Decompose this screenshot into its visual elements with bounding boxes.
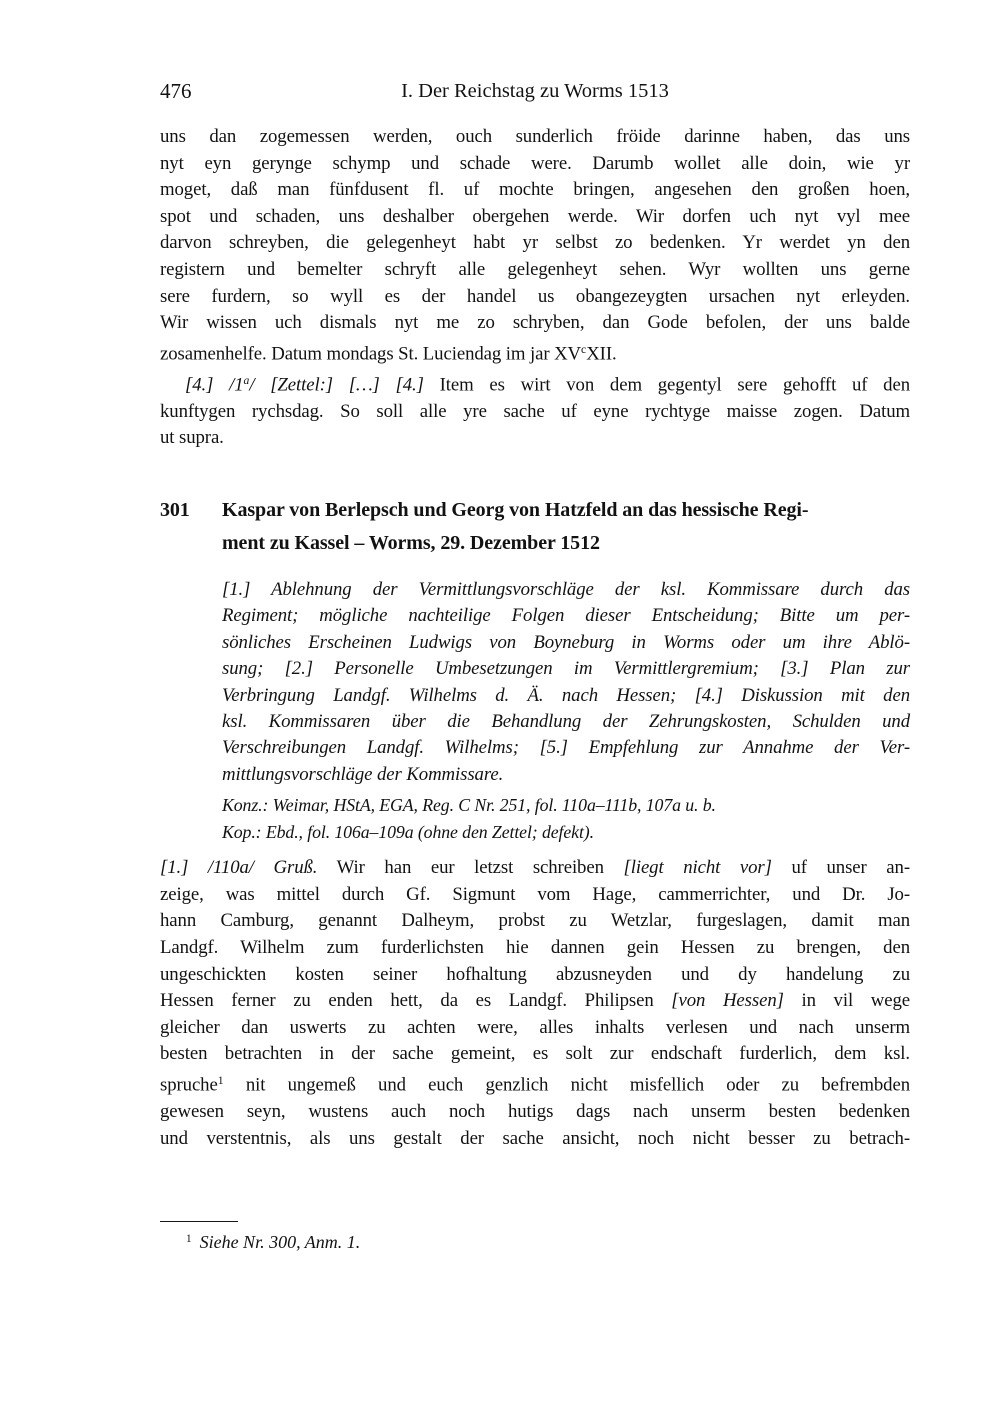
text-line: Regiment; mögliche nachteilige Folgen dieser Entscheidung; Bitte um per- xyxy=(222,605,910,627)
text-line: gleicher dan uswerts zu achten were, alles inhalts verlesen und nach unserm xyxy=(160,1016,910,1038)
text-line: hann Camburg, genannt Dalheym, probst zu Wetzlar, furgeslagen, damit man xyxy=(160,910,910,932)
text-line: uns dan zogemessen werden, ouch sunderlich fröide darinne haben, das uns xyxy=(160,126,910,147)
text-line: ment zu Kassel – Worms, 29. Dezember 1512 xyxy=(222,531,600,554)
footnote-area xyxy=(160,1221,910,1254)
text-line: Verschreibungen Landgf. Wilhelms; [5.] Empfehlung zur Annahme der Ver- xyxy=(222,737,910,759)
text-line: besten betrachten in der sache gemeint, es solt zur endschaft furderlich, dem ksl. xyxy=(160,1043,910,1065)
text-line: ksl. Kommissaren über die Behandlung der Zehrungskosten, Schulden und xyxy=(222,710,910,732)
footnote xyxy=(160,1227,910,1254)
zettel-paragraph xyxy=(160,368,910,452)
text-line: sung; [2.] Personelle Umbesetzungen im Vermittlergremium; [3.] Plan zur xyxy=(222,658,910,680)
footnote-marker: 1 xyxy=(186,1233,192,1245)
text-line: [4.] /1$^a$/ [Zettel:] […] [4.] Item es wirt von dem gegentyl sere gehofft uf den xyxy=(185,373,910,396)
text-line: kunftygen rychsdag. So soll alle yre sache uf eyne rychtyge maisse zogen. Datum xyxy=(160,400,910,422)
text-line: mittlungsvorschläge der Kommissare. xyxy=(222,763,504,785)
source-info xyxy=(222,792,910,846)
text-line: ut supra. xyxy=(160,427,224,449)
text-line: Wir wissen uch dismals nyt me zo schryben, dan Gode befolen, der uns balde xyxy=(160,312,910,334)
running-head: I. Der Reichstag zu Worms 1513 xyxy=(401,80,669,102)
text-line: spruche$^1$ nit ungemeß und euch genzlich nicht misfellich oder zu befrembden xyxy=(160,1073,910,1096)
text-line: und verstentnis, als uns gestalt der sache ansicht, noch nicht besser zu betrach- xyxy=(160,1127,910,1149)
text-line: Landgf. Wilhelm zum furderlichsten hie dannen gein Hessen zu brengen, den xyxy=(160,936,910,958)
text-line: gewesen seyn, wustens auch noch hutigs dags nach unserm besten bedenken xyxy=(160,1100,910,1122)
text-line: Kop.: Ebd., fol. 106a–109a (ohne den Zettel; defekt). xyxy=(222,822,594,843)
document-heading xyxy=(160,494,910,560)
text-line: moget, daß man fünfdusent fl. uf mochte bringen, angesehen den großen hoen, xyxy=(160,179,910,201)
text-line: Verbringung Landgf. Wilhelms d. Ä. nach Hessen; [4.] Diskussion mit den xyxy=(222,684,910,706)
text-line: [1.] Ablehnung der Vermittlungsvorschläge der ksl. Kommissare durch das xyxy=(222,578,910,600)
text-line: sere furdern, so wyll es der handel us obangezeygten ursachen nyt erleyden. xyxy=(160,285,910,307)
text-line: Konz.: Weimar, HStA, EGA, Reg. C Nr. 251, fol. 110a–111b, 107a u. b. xyxy=(222,795,716,816)
footnote-separator xyxy=(160,1221,238,1222)
text-line: spot und schaden, uns deshalber obergehen werde. Wir dorfen uch nyt vyl mee xyxy=(160,205,910,227)
footnote-text: Siehe Nr. 300, Anm. 1. xyxy=(199,1232,361,1253)
text-column xyxy=(160,78,910,1152)
text-line: registern und bemelter schryft alle gelegenheyt sehen. Wyr wollten uns gerne xyxy=(160,258,910,280)
document-summary xyxy=(222,577,910,788)
text-line: ungeschickten kosten seiner hofhaltung abzusneyden und dy handelung zu xyxy=(160,963,910,985)
page-number: 476 xyxy=(160,79,192,103)
document-body-paragraph xyxy=(160,855,910,1152)
text-line: Hessen ferner zu enden hett, da es Landgf. Philipsen [von Hessen] in vil wege xyxy=(160,990,910,1012)
document-number: 301 xyxy=(160,498,190,521)
text-line: sönliches Erscheinen Ludwigs von Boyneburg in Worms oder um ihre Ablö- xyxy=(222,631,910,653)
text-line: darvon schreyben, die gelegenheyt habt yr selbst zo bedenken. Yr werdet yn den xyxy=(160,232,910,254)
text-line: Kaspar von Berlepsch und Georg von Hatzfeld an das hessische Regi- xyxy=(222,498,809,521)
text-line: [1.] /110a/ Gruß. Wir han eur letzst schreiben [liegt nicht vor] uf unser an- xyxy=(160,857,910,879)
continuation-paragraph xyxy=(160,124,910,368)
document-title xyxy=(222,494,910,560)
text-line: nyt eyn gerynge schymp und schade were. Darumb wollet alle doin, wie yr xyxy=(160,152,910,174)
text-line: zosamenhelfe. Datum mondags St. Luciendag im jar $XV^cXII$. xyxy=(160,342,617,365)
page-header xyxy=(160,78,910,104)
text-line: zeige, was mittel durch Gf. Sigmunt vom Hage, cammerrichter, und Dr. Jo- xyxy=(160,883,910,905)
